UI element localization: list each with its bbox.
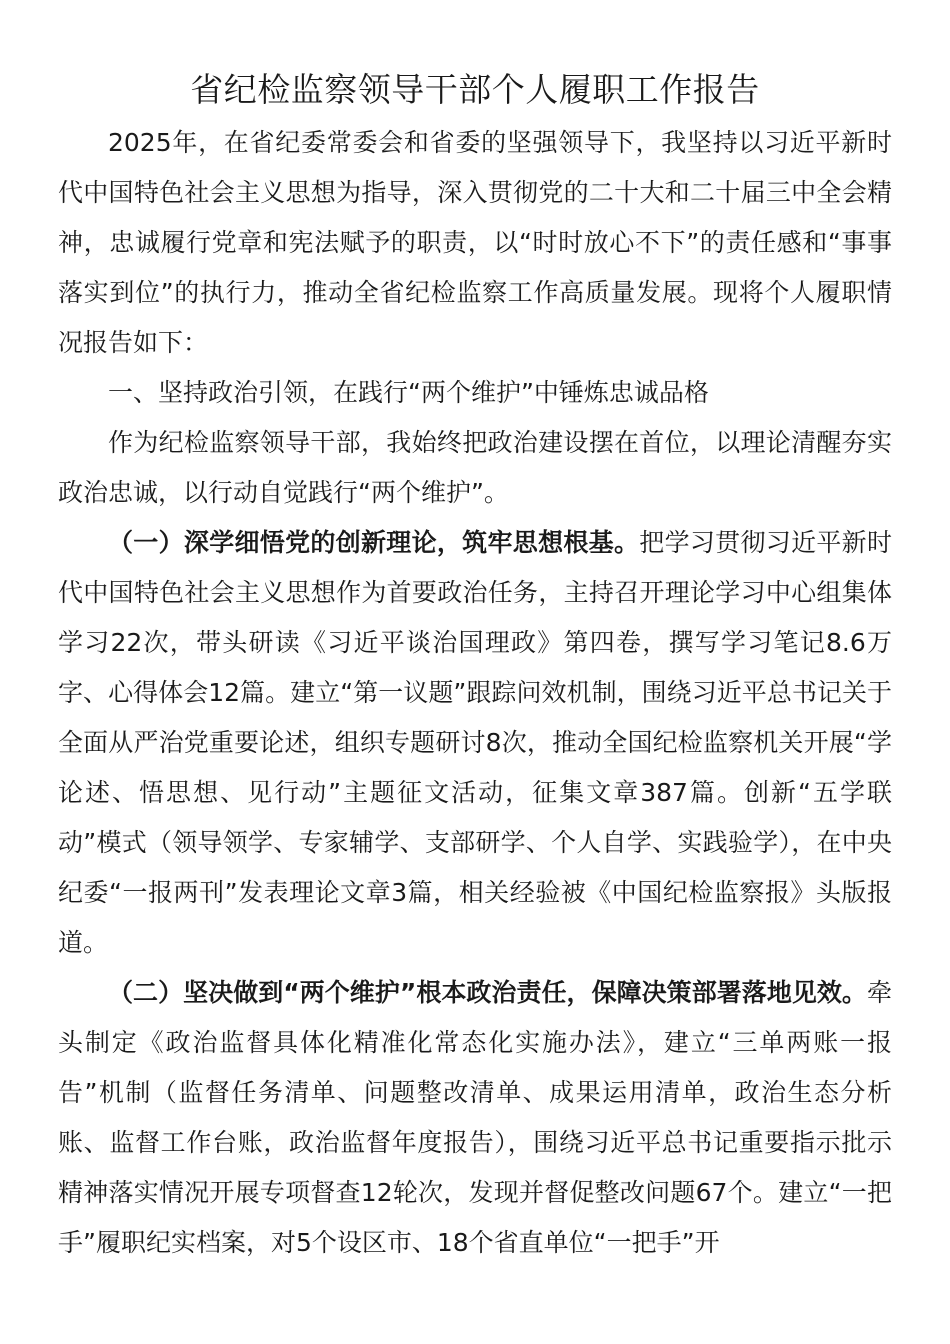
item-paragraph-1 <box>58 518 892 968</box>
document-title: 省纪检监察领导干部个人履职工作报告 <box>190 70 760 109</box>
section-lead-paragraph: 作为纪检监察领导干部，我始终把政治建设摆在首位，以理论清醒夯实政治忠诚，以行动自觉践行“两个维护”。 <box>58 428 892 507</box>
item-paragraph-2 <box>58 968 892 1268</box>
item-body-2: 牵头制定《政治监督具体化精准化常态化实施办法》，建立“三单两账一报告”机制（监督任务清单、问题整改清单、成果运用清单，政治生态分析账、监督工作台账，政治监督年度报告），围绕习近平总书记重要指示批示精神落实情况开展专项督查12轮次，发现并督促整改问题67个。建立“一把手”履职纪实档案，对5个设区市、18个省直单位“一把手”开 <box>58 978 892 1257</box>
section-heading: 一、坚持政治引领，在践行“两个维护”中锤炼忠诚品格 <box>108 378 709 407</box>
document-page <box>58 62 892 1268</box>
intro-paragraph: 2025年，在省纪委常委会和省委的坚强领导下，我坚持以习近平新时代中国特色社会主义思想为指导，深入贯彻党的二十大和二十届三中全会精神，忠诚履行党章和宪法赋予的职责，以“时时放心不下”的责任感和“事事落实到位”的执行力，推动全省纪检监察工作高质量发展。现将个人履职情况报告如下： <box>58 128 892 357</box>
item-heading-2: （二）坚决做到“两个维护”根本政治责任，保障决策部署落地见效。 <box>108 978 867 1007</box>
item-heading-1: （一）深学细悟党的创新理论，筑牢思想根基。 <box>108 528 640 557</box>
item-body-1: 把学习贯彻习近平新时代中国特色社会主义思想作为首要政治任务，主持召开理论学习中心组集体学习22次，带头研读《习近平谈治国理政》第四卷，撰写学习笔记8.6万字、心得体会12篇。建立“第一议题”跟踪问效机制，围绕习近平总书记关于全面从严治党重要论述，组织专题研讨8次，推动全国纪检监察机关开展“学论述、悟思想、见行动”主题征文活动，征集文章387篇。创新“五学联动”模式（领导领学、专家辅学、支部研学、个人自学、实践验学），在中央纪委“一报两刊”发表理论文章3篇，相关经验被《中国纪检监察报》头版报道。 <box>58 528 892 957</box>
